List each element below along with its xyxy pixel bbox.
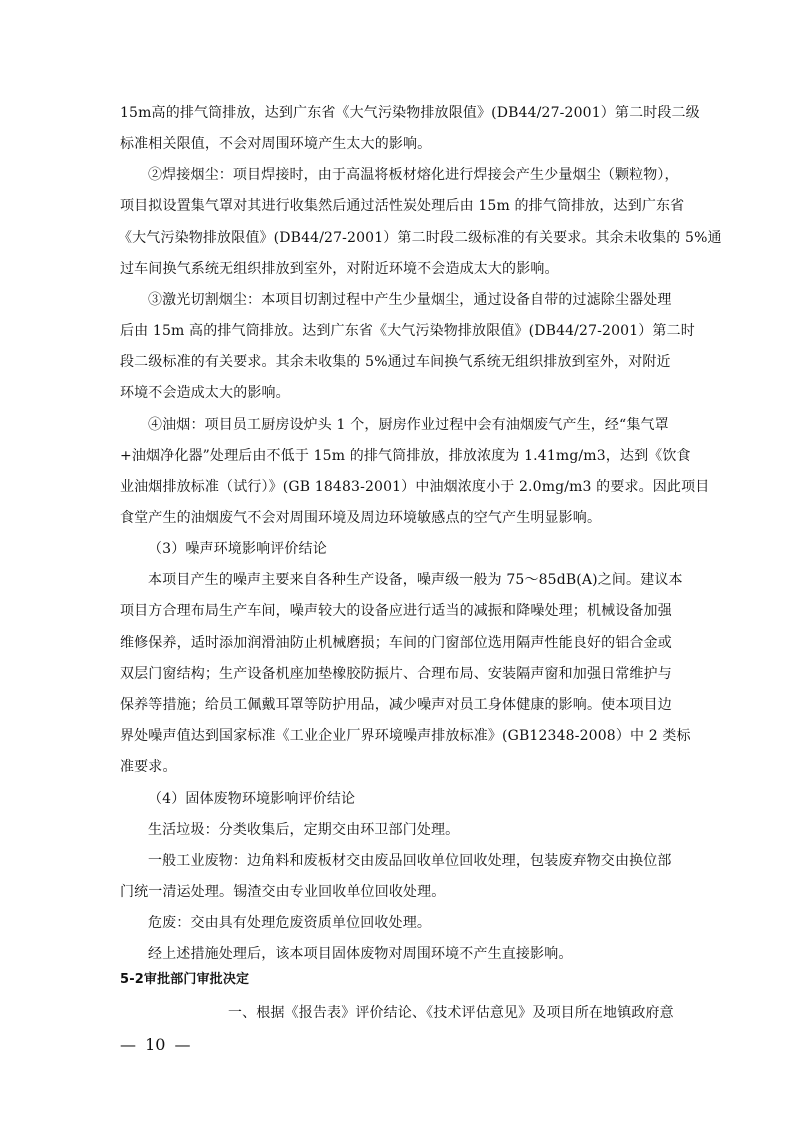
body-line: ④油烟：项目员工厨房设炉头 1 个，厨房作业过程中会有油烟废气产生，经“集气罩	[148, 417, 669, 433]
body-line: 段二级标准的有关要求。其余未收集的 5%通过车间换气系统无组织排放到室外，对附近	[120, 354, 671, 370]
body-line: 过车间换气系统无组织排放到室外，对附近环境不会造成太大的影响。	[120, 261, 559, 277]
body-line: +油烟净化器”处理后由不低于 15m 的排气筒排放，排放浓度为 1.41mg/m3，达到《饮食	[120, 448, 691, 464]
section-heading: （3）噪声环境影响评价结论	[148, 541, 327, 557]
body-line: 准要求。	[120, 759, 177, 775]
body-line: ③激光切割烟尘：本项目切割过程中产生少量烟尘，通过设备自带的过滤除尘器处理	[148, 292, 672, 308]
body-line: 保养等措施；给员工佩戴耳罩等防护用品，减少噪声对员工身体健康的影响。使本项目边	[120, 697, 672, 713]
body-line: 食堂产生的油烟废气不会对周围环境及周边环境敏感点的空气产生明显影响。	[120, 510, 602, 526]
body-line: 生活垃圾：分类收集后，定期交由环卫部门处理。	[148, 822, 460, 838]
page-number: — 10 —	[120, 1035, 191, 1054]
body-line: 界处噪声值达到国家标准《工业企业厂界环境噪声排放标准》(GB12348-2008）中 2 类标	[120, 728, 691, 744]
section-heading: （4）固体废物环境影响评价结论	[148, 791, 356, 807]
section-title: 5-2审批部门审批决定	[120, 972, 250, 987]
body-line: 危废：交由具有处理危废资质单位回收处理。	[148, 915, 431, 931]
body-line: 项目拟设置集气罩对其进行收集然后通过活性炭处理后由 15m 的排气筒排放，达到广东省	[120, 198, 685, 214]
body-line: 一般工业废物：边角料和废板材交由废品回收单位回收处理，包装废弃物交由换位部	[148, 853, 672, 869]
body-line: 业油烟排放标准（试行）》(GB 18483-2001）中油烟浓度小于 2.0mg/m3 的要求。因此项目	[120, 479, 710, 495]
body-line: 双层门窗结构；生产设备机座加垫橡胶防振片、合理布局、安装隔声窗和加强日常维护与	[120, 666, 672, 682]
body-line: 维修保养，适时添加润滑油防止机械磨损；车间的门窗部位选用隔声性能良好的铝合金或	[120, 635, 672, 651]
body-line: 一、根据《报告表》评价结论、《技术评估意见》及项目所在地镇政府意	[228, 1005, 674, 1021]
body-line: 《大气污染物排放限值》(DB44/27-2001）第二时段二级标准的有关要求。其余未收集的 5%通	[118, 230, 722, 246]
body-line: ②焊接烟尘：项目焊接时，由于高温将板材熔化进行焊接会产生少量烟尘（颗粒物），	[148, 167, 679, 183]
body-line: 项目方合理布局生产车间，噪声较大的设备应进行适当的减振和降噪处理；机械设备加强	[120, 603, 672, 619]
body-line: 标准相关限值，不会对周围环境产生太大的影响。	[120, 136, 432, 152]
body-line: 环境不会造成太大的影响。	[120, 385, 290, 401]
body-line: 经上述措施处理后，该本项目固体废物对周围环境不产生直接影响。	[148, 946, 573, 962]
body-line: 本项目产生的噪声主要来自各种生产设备，噪声级一般为 75～85dB(A)之间。建议本	[148, 572, 683, 588]
body-line: 后由 15m 高的排气筒排放。达到广东省《大气污染物排放限值》(DB44/27-2001）第二时	[120, 323, 695, 339]
body-line: 门统一清运处理。锡渣交由专业回收单位回收处理。	[120, 884, 446, 900]
body-line: 15m高的排气筒排放，达到广东省《大气污染物排放限值》(DB44/27-2001）第二时段二级	[120, 105, 700, 121]
